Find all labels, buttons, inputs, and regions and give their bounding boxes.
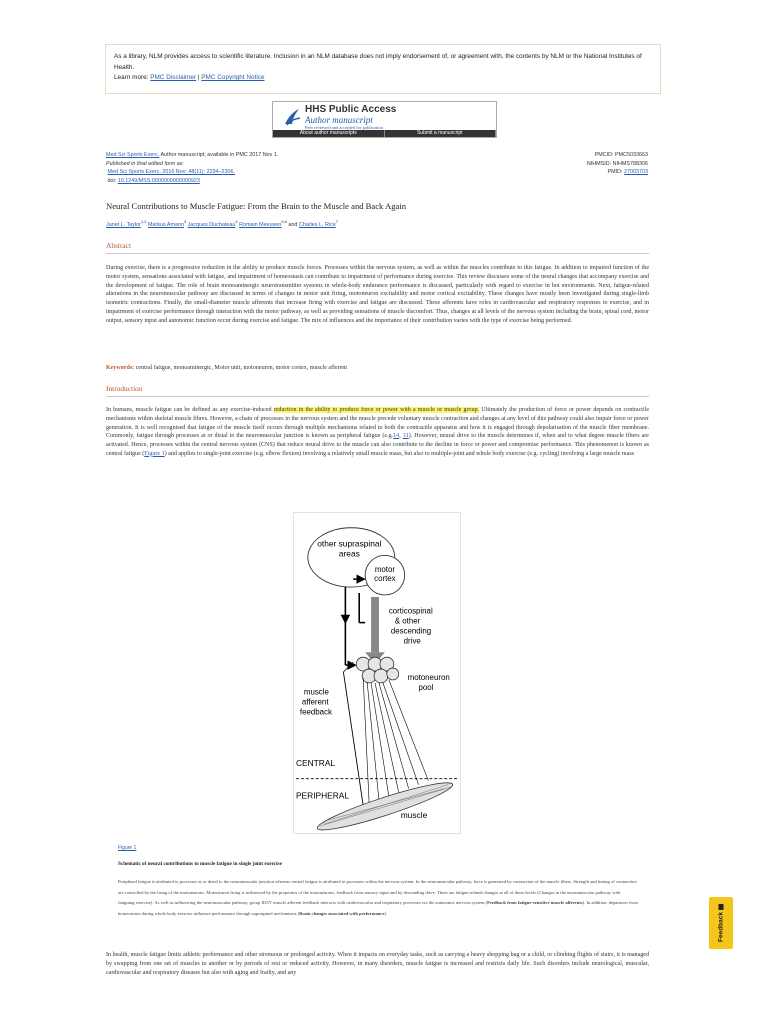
- figure-1-title: Schematic of neural contributions to muscle fatigue in single joint exercise: [118, 861, 282, 867]
- pmc-copyright-link[interactable]: PMC Copyright Notice: [201, 74, 265, 81]
- doi-link[interactable]: 10.1249/MSS.0000000000000923: [117, 178, 200, 185]
- caption-bold: Feedback from fatigue-sensitive muscle afferents: [487, 900, 583, 906]
- motor-label-1: motor: [374, 565, 395, 575]
- feedback-button[interactable]: [709, 897, 733, 949]
- hhs-link-bar: [273, 130, 496, 137]
- pmc-disclaimer-link[interactable]: PMC Disclaimer: [150, 74, 197, 81]
- intro-text: ) and applies to single-joint exercise (e.g. elbow flexion) involving a relatively small muscle mass, but also to multiple-joint and whole body exercise (e.g. cycling) involving a large muscle mass: [164, 450, 635, 457]
- feedback-icon: [718, 904, 723, 910]
- central-label: CENTRAL: [295, 757, 336, 768]
- feedback-label: Feedback: [717, 912, 725, 942]
- cortico-label-4: drive: [403, 636, 421, 646]
- pmid-link[interactable]: 27003703: [624, 169, 648, 176]
- motor-axons: [363, 678, 428, 803]
- author-affiliation: 5,6: [281, 219, 287, 224]
- keywords-label: Keywords:: [106, 365, 135, 371]
- aff-label-3: feedback: [299, 707, 332, 717]
- hhs-title: HHS Public Access: [305, 104, 397, 115]
- hhs-eagle-logo: [281, 106, 303, 128]
- hhs-note: Peer reviewed and accepted for publication: [305, 125, 383, 130]
- article-ids: [587, 151, 648, 177]
- journal-availability: Author manuscript; available in PMC 2017 Nov 1.: [160, 152, 279, 158]
- doi-label: doi:: [107, 178, 117, 185]
- aff-label-1: muscle: [303, 687, 329, 697]
- author-affiliation: 4: [235, 219, 238, 224]
- learn-more-label: Learn more:: [114, 74, 149, 81]
- published-as-label: Published in final edited form as:: [106, 160, 184, 167]
- intro-paragraph-2: In health, muscle fatigue limits athletic performance and other strenuous or prolonged activity. When it impacts on everyday tasks, such as carrying a heavy shopping bag or a child, or climbing flights of stairs, it is managed by swapping from one set of muscles to another or by periods of rest or reduced activity. However, in many disorders, muscle fatigue is increased and restricts daily life. Such disorders include neurological, muscular, cardiovascular and respiratory diseases but also with aging and frailty, and any: [106, 952, 649, 976]
- ref-separator: ,: [399, 433, 403, 440]
- author-link[interactable]: Jacques Duchateau: [187, 221, 236, 228]
- figure-1-caption: [118, 877, 638, 920]
- hhs-subtitle: Author manuscript: [305, 115, 373, 125]
- descending-drive-arrow: [371, 597, 379, 652]
- motoneuron-pool: [356, 657, 398, 683]
- afferent-line: [343, 672, 363, 805]
- intro-text: In humans, muscle fatigue can be defined as any exercise-induced: [106, 407, 274, 413]
- journal-link[interactable]: Med Sci Sports Exerc.: [106, 152, 160, 158]
- caption-text: Peripheral fatigue is attributed to processes at or distal to the neuromuscular junction whereas central fatigue is attributed to processes within the nervous system. In the neuromuscular pathway, force is generated by contraction of the muscle fibers. Strength and timing of contraction are controlled by the firing of the motoneurons. Motoneuron firing is influenced by the properties of the motoneurons, feedback from sensory input and by descending drive. There are fatigue-related changes at all of these levels (Changes in the neuromuscular pathway with fatiguing exercise). As well as influencing the neuromuscular pathway, group III/IV muscle afferent feedback interacts with cardiovascular and respiratory processes via the autonomic nervous system (: [118, 879, 637, 906]
- about-author-manuscripts-link[interactable]: About author manuscripts: [273, 130, 385, 137]
- abstract-text: During exercise, there is a progressive reduction in the ability to produce muscle forces. Processes within the nervous system, as well as within the muscles contribute to this fatigue. In addition to impaired function of the motor system, sensations associated with fatigue, and impairment of homeostasis can contribute to impairment of performance during exercise. This review discusses some of the neural changes that accompany exercise and the development of fatigue. The role of brain monoaminergic neurotransmitter systems in whole-body endurance performance is discussed, particularly with regard to exercise in hot environments. Next, fatigue-related alterations in the neuromuscular pathway are discussed in terms of changes in motor unit firing, motoneuron excitability and motor cortical excitability. These changes have mostly been investigated during single-limb isometric contractions. Finally, the small-diameter muscle afferents that increase firing with exercise and fatigue are discussed. These afferents have roles in cardiovascular and respiratory responses to exercise, and in impairment of exercise performance through interaction with the motor pathway, as well as providing sensations of muscle discomfort. Thus, changes at all levels of the nervous system including the brain, spinal cord, motor output, sensory input and autonomic function occur during exercise and fatigue. The mix of influences and the importance of their contribution varies with the type of exercise being performed.: [106, 265, 649, 324]
- keywords-list: central fatigue, monoaminergic, Motor unit, motoneuron, motor cortex, muscle afferent: [135, 365, 348, 371]
- figure-1-caption-link[interactable]: Figure 1: [118, 845, 137, 851]
- submit-manuscript-link[interactable]: Submit a manuscript: [385, 130, 497, 137]
- figure-1-link[interactable]: Figure 1: [144, 450, 165, 457]
- moto-label-2: pool: [418, 682, 434, 692]
- author-link[interactable]: Charles L. Rice: [298, 221, 336, 228]
- author-affiliation: 7: [335, 219, 339, 224]
- caption-text: ).: [384, 911, 388, 917]
- cortico-label-3: descending: [390, 626, 432, 636]
- pmid-label: PMID:: [607, 169, 623, 176]
- muscle-label: muscle: [400, 810, 428, 821]
- article-title: Neural Contributions to Muscle Fatigue: From the Brain to the Muscle and Back Again: [106, 201, 407, 211]
- aff-label-2: afferent: [301, 697, 329, 707]
- peripheral-label: PERIPHERAL: [295, 790, 350, 801]
- author-affiliation: 3: [183, 219, 187, 224]
- figure-1-diagram[interactable]: [293, 512, 461, 834]
- caption-text: ). In addition, departures from homeostasis during whole body exercise influence performance through supraspinal mechanisms (: [118, 900, 638, 917]
- final-version-link[interactable]: Med Sci Sports Exerc. 2016 Nov; 48(11): 2294–2306.: [107, 169, 236, 176]
- link-separator: |: [197, 74, 200, 81]
- introduction-heading: Introduction: [106, 384, 649, 397]
- supraspinal-label-2: areas: [338, 548, 360, 559]
- nihmsid: NIHMSID: NIHMS788306: [586, 160, 648, 167]
- notice-text: As a library, NLM provides access to scientific literature. Inclusion in an NLM database does not imply endorsement of, or agreement with, the contents by NLM or the National Institutes of Health.: [114, 53, 642, 71]
- abstract-heading: Abstract: [106, 241, 649, 254]
- author-list: [106, 219, 338, 228]
- intro-text: ). However, neural drive to the muscle determines if, when and to what degree muscle fibers are activated. Hence, processes within the central nervous system (CNS) that reduce neural drive to the muscle can also contribute to the decline in force or power and compromise performance. This phenomenon is known as central fatigue (: [106, 433, 649, 457]
- author-link[interactable]: Romain Meeusen: [239, 221, 282, 228]
- intro-paragraph-1: [106, 406, 649, 459]
- highlighted-text: reduction in the ability to produce force or power with a muscle or muscle group.: [273, 407, 480, 413]
- keywords: [106, 364, 649, 373]
- motor-label-2: cortex: [374, 574, 396, 584]
- author-link[interactable]: Janet L. Taylor: [106, 221, 141, 228]
- reference-link[interactable]: 14: [393, 433, 400, 440]
- nlm-notice: [105, 44, 661, 94]
- authors-conjunction: and: [288, 221, 298, 228]
- citation-meta: [106, 151, 278, 186]
- moto-label-1: motoneuron: [407, 672, 450, 682]
- reference-link[interactable]: 31: [402, 433, 409, 440]
- author-link[interactable]: Markus Amann: [148, 221, 184, 228]
- supraspinal-label-1: other supraspinal: [317, 538, 382, 549]
- caption-bold: Brain changes associated with performance: [299, 911, 385, 917]
- intro-text: Ultimately the production of force or power depends on contractile mechanisms within skeletal muscle fibres. However, a chain of processes in the nervous system and the muscle precede voluntary muscle contraction and changes at any level of this pathway could also impair force or power generation. It is well recognised that fatigue of the muscle itself occurs through multiple mechanisms related to both the contractile apparatus and how it is engaged through depolarisation of the muscle fiber membrane. Commonly, fatigue through processes at or distal to the neuromuscular junction is known as peripheral fatigue (e.g.: [106, 407, 649, 440]
- author-affiliation: 1,2: [140, 219, 147, 224]
- cortico-label-2: & other: [394, 616, 421, 626]
- cortico-label-1: corticospinal: [388, 606, 433, 616]
- hhs-public-access-banner: [272, 101, 497, 138]
- muscle-shape: [314, 776, 455, 833]
- pmcid: PMCID: PMC5033663: [594, 152, 648, 158]
